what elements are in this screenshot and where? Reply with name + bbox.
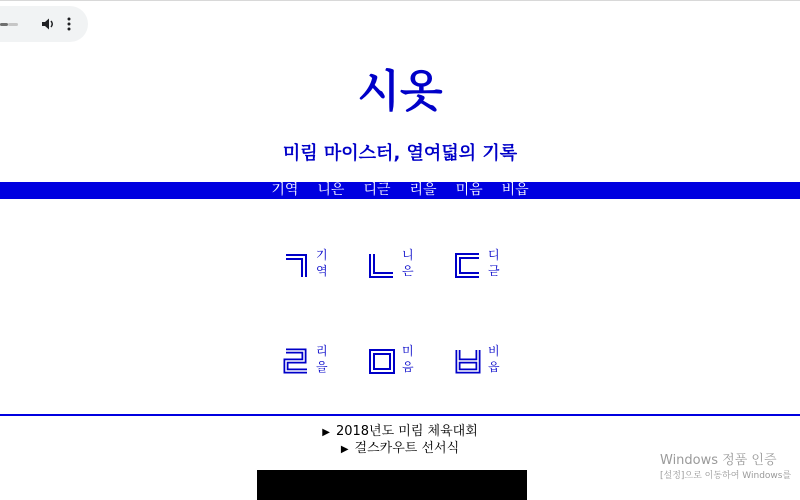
event-link-label: 2018년도 미림 체육대회	[335, 424, 478, 439]
glyph-label-giyeok: 기역	[316, 248, 328, 278]
glyph-label-bieup: 비읍	[488, 344, 500, 374]
glyph-card-rieul[interactable]	[282, 343, 342, 393]
event-link[interactable]	[0, 424, 800, 441]
glyph-label-rieul: 리을	[316, 344, 328, 374]
mieum-glyph-icon	[368, 347, 396, 375]
nav-item-mieum[interactable]: 미음	[455, 182, 483, 198]
glyph-label-mieum: 미음	[402, 344, 414, 374]
audio-progress-played[interactable]	[0, 23, 8, 26]
glyph-card-bieup[interactable]	[454, 343, 514, 393]
event-link-label: 걸스카우트 선서식	[354, 441, 460, 456]
giyeok-glyph-icon	[282, 251, 310, 279]
nav-item-digeut[interactable]: 디귿	[363, 182, 391, 198]
glyph-card-giyeok[interactable]	[282, 247, 342, 297]
nav-item-nieun[interactable]: 니은	[317, 182, 345, 198]
audio-player[interactable]	[0, 6, 88, 42]
page-subtitle: 미림 마이스터, 열여덟의 기록	[282, 143, 518, 164]
video-player[interactable]	[257, 470, 527, 500]
bieup-glyph-icon	[454, 347, 482, 375]
nav-item-bieup[interactable]: 비읍	[501, 182, 529, 198]
windows-activation-watermark	[660, 452, 791, 482]
rieul-glyph-icon	[282, 347, 310, 375]
nav-bar	[0, 182, 800, 199]
nav-item-giyeok[interactable]: 기역	[271, 182, 299, 198]
glyph-card-mieum[interactable]	[368, 343, 428, 393]
glyph-label-nieun: 니은	[402, 248, 414, 278]
nav-item-rieul[interactable]: 리을	[409, 182, 437, 198]
glyph-card-nieun[interactable]	[368, 247, 428, 297]
top-border	[0, 0, 800, 1]
play-arrow-icon: ▶	[322, 427, 330, 438]
glyph-card-digeut[interactable]	[454, 247, 514, 297]
play-arrow-icon: ▶	[340, 444, 349, 455]
audio-progress-track[interactable]	[8, 23, 18, 26]
volume-icon[interactable]	[40, 16, 56, 32]
page-title: 시옷	[357, 66, 443, 117]
section-divider	[0, 414, 800, 416]
digeut-glyph-icon	[454, 251, 482, 279]
watermark-title: Windows 정품 인증	[660, 453, 777, 468]
glyph-label-digeut: 디귿	[488, 248, 500, 278]
nieun-glyph-icon	[368, 251, 396, 279]
more-vert-icon[interactable]	[66, 16, 72, 32]
watermark-subtitle: [설정]으로 이동하여 Windows를	[660, 471, 792, 481]
